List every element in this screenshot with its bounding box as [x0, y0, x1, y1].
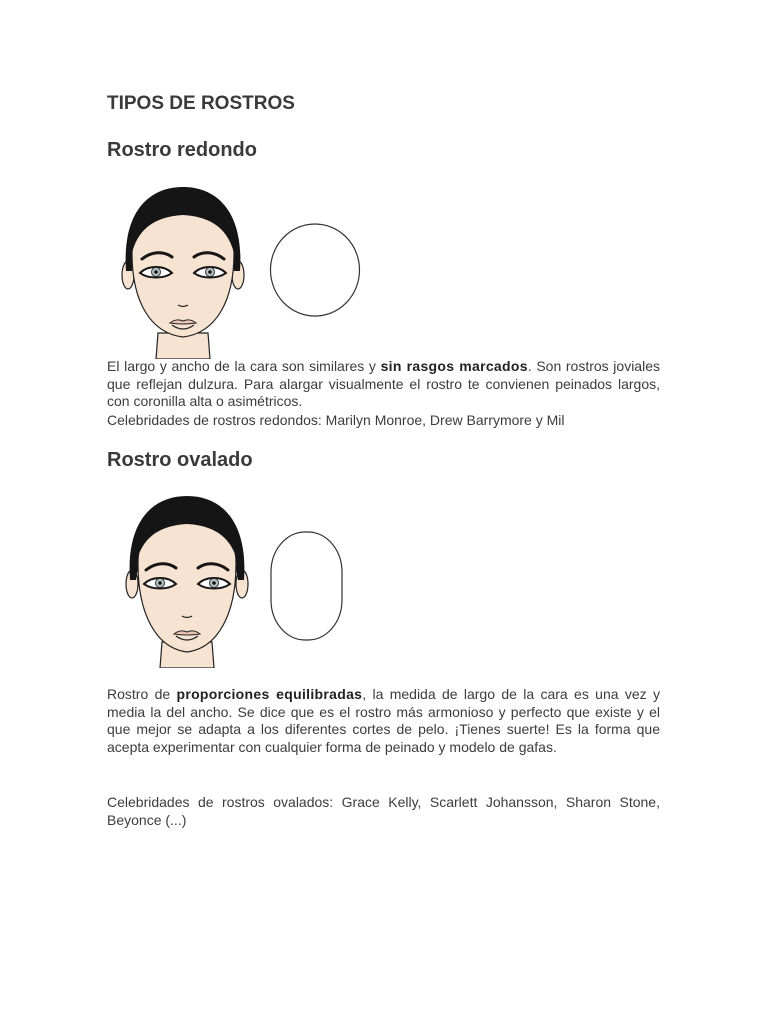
oval-bold-text: proporciones equilibradas — [176, 686, 363, 702]
round-celebrities: Celebridades de rostros redondos: Marilyn Monroe, Drew Barrymore y Mil — [107, 412, 565, 428]
round-description — [107, 358, 660, 411]
round-text-end: . Son rostros joviales que reflejan dulzura. Para alargar visualmente el rostro te convienen peinados largos, con coronilla alta o asimétricos. — [107, 358, 660, 409]
oval-description — [107, 686, 660, 756]
round-text-start: El largo y ancho de la cara son similares y — [107, 358, 381, 374]
round-face-illustration — [118, 183, 248, 359]
oval-text-start: Rostro de — [107, 686, 177, 702]
oval-face-illustration — [122, 492, 252, 668]
round-shape-outline — [268, 221, 362, 319]
round-bold-text: sin rasgos marcados — [380, 358, 528, 374]
oval-shape-outline — [269, 530, 345, 643]
oval-celebrities: Celebridades de rostros ovalados: Grace Kelly, Scarlett Johansson, Sharon Stone, Beyonce (...) — [107, 794, 660, 828]
section-heading-oval: Rostro ovalado — [107, 449, 253, 471]
oval-text-end: , la medida de largo de la cara es una vez y media la del ancho. Se dice que es el rostro más armonioso y perfecto que existe y el que mejor se adapta a los diferentes cortes de pelo. ¡Tienes suerte! Es la forma que acepta experimentar con cualquier forma de peinado y modelo de gafas. — [107, 686, 660, 755]
page-title: TIPOS DE ROSTROS — [107, 93, 295, 114]
section-heading-round: Rostro redondo — [107, 139, 257, 161]
